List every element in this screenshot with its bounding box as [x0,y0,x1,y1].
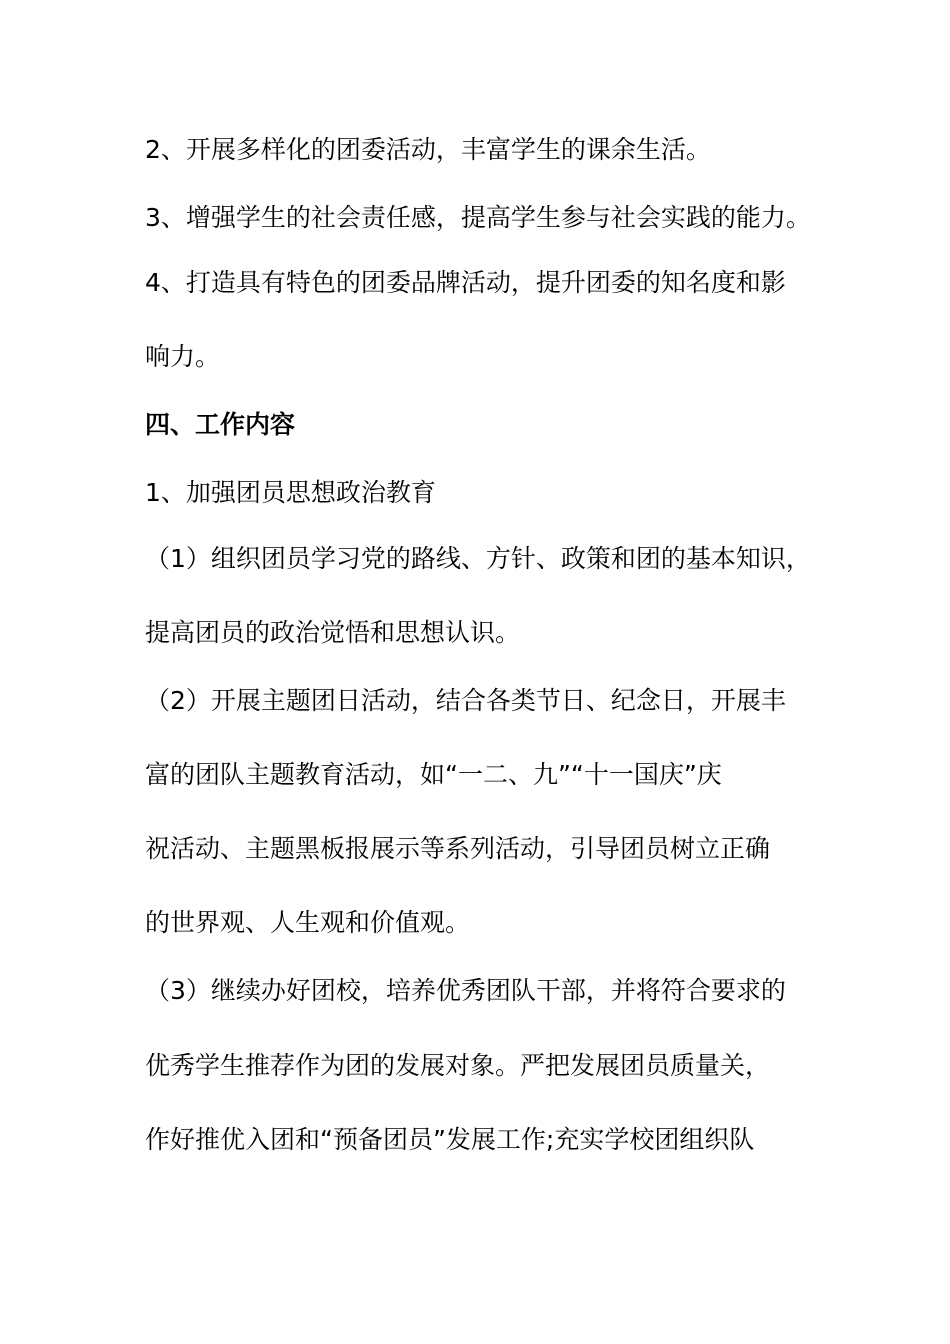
goal-item-4: 4、打造具有特色的团委品牌活动，提升团委的知名度和影 [145,268,786,297]
paragraph-3-line-2: 优秀学生推荐作为团的发展对象。严把发展团员质量关， [145,1051,771,1080]
paragraph-2-line-4: 的世界观、人生观和价值观。 [145,908,471,937]
paragraph-3-line-3: 作好推优入团和“预备团员”发展工作;充实学校团组织队 [145,1125,755,1154]
paragraph-1-line-1: （1）组织团员学习党的路线、方针、政策和团的基本知识， [145,544,811,573]
paragraph-2-line-3: 祝活动、主题黑板报展示等系列活动，引导团员树立正确 [145,834,771,863]
paragraph-2-line-1: （2）开展主题团日活动，结合各类节日、纪念日，开展丰 [145,686,786,715]
paragraph-1-line-2: 提高团员的政治觉悟和思想认识。 [145,618,521,647]
paragraph-3-line-1: （3）继续办好团校，培养优秀团队干部，并将符合要求的 [145,976,786,1005]
paragraph-2-line-2: 富的团队主题教育活动，如“一二、九”“十一国庆”庆 [145,760,722,789]
goal-item-3: 3、增强学生的社会责任感，提高学生参与社会实践的能力。 [145,203,811,232]
section-heading: 四、工作内容 [145,410,296,439]
goal-item-2: 2、开展多样化的团委活动，丰富学生的课余生活。 [145,135,711,164]
goal-item-4-continued: 响力。 [145,342,221,371]
subsection-heading: 1、加强团员思想政治教育 [145,478,436,507]
